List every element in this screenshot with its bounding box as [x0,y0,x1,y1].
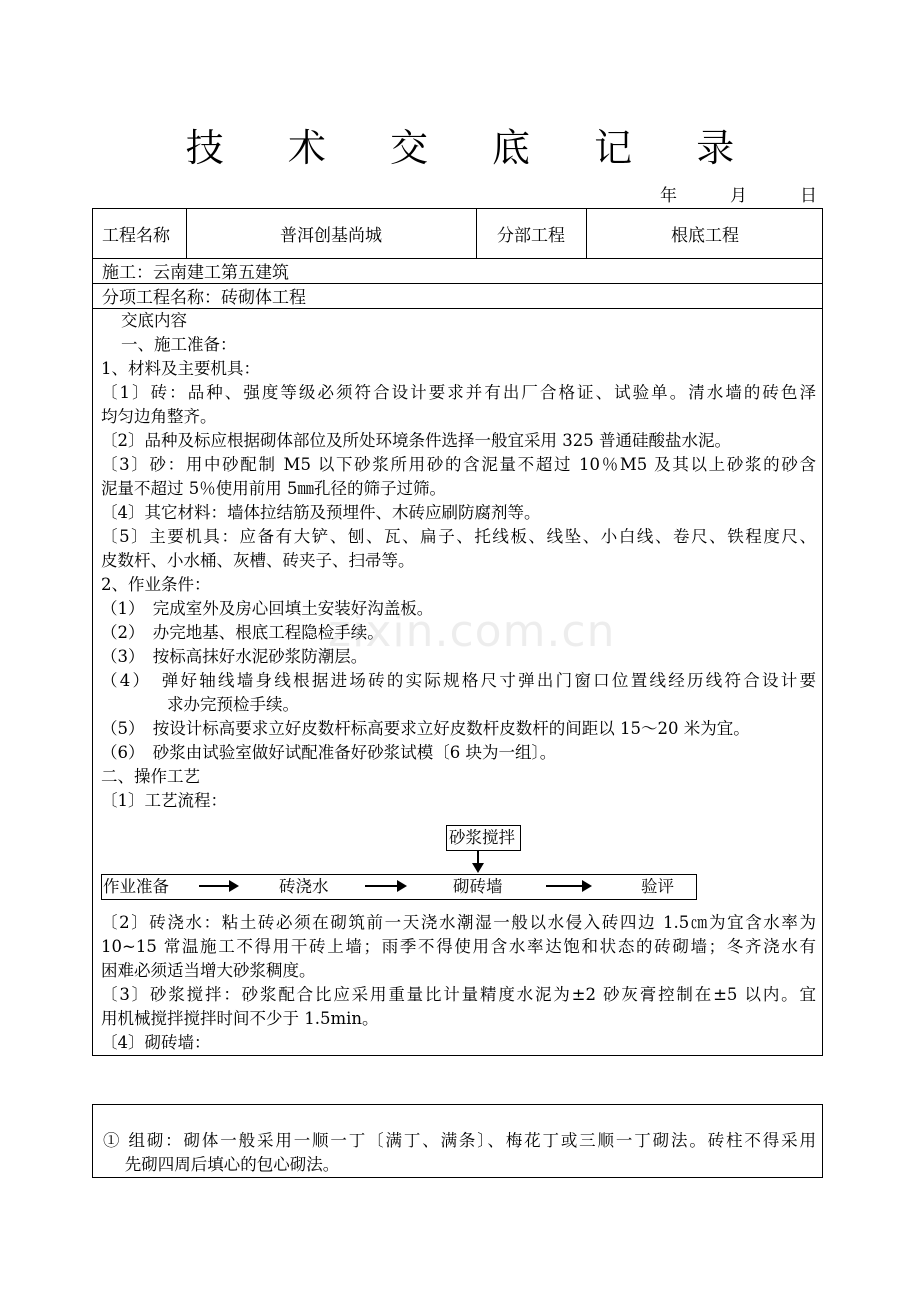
content-line: 先砌四周后填心的包心砌法。 [103,1155,340,1174]
flow-top-step-box [446,825,521,851]
continuation-box [92,1104,823,1178]
document-title: 技 术 交 底 记 录 [185,126,761,170]
content-line: 〔5〕主要机具：应备有大铲、刨、瓦、扁子、托线板、线坠、小白线、卷尺、铁程度尺、 [101,527,816,546]
item-name-row [93,283,822,309]
content-line: （6） 砂浆由试验室做好试配准备好砂浆试模〔6 块为一组〕。 [101,743,557,762]
content-line: 〔3〕砂：用中砂配制 M5 以下砂浆所用砂的含泥量不超过 10％M5 及其以上砂浆的砂含 [101,455,816,474]
content-line: 皮数杆、小水桶、灰槽、砖夹子、扫帚等。 [101,551,415,570]
header-row [93,209,822,259]
content-line: 1、材料及主要机具： [101,359,260,378]
flow-arrow-1 [199,885,231,887]
content-line: 〔1〕工艺流程： [101,791,227,810]
content-line: （1） 完成室外及房心回填土安装好沟盖板。 [101,599,434,618]
flow-down-arrow [477,851,479,865]
flow-step-3: 砌砖墙 [453,877,503,896]
flow-arrow-2 [365,885,399,887]
watermark: zixin.com.cn [328,606,616,657]
flow-step-2: 砖浇水 [279,877,329,896]
content-line: 困难必须适当增大砂浆稠度。 [101,961,316,980]
content-line: 交底内容 [121,311,187,330]
content-line: 求办完预检手续。 [101,695,299,714]
content-line: 〔2〕砖浇水：粘土砖必须在砌筑前一天浇水潮湿一般以水侵入砖四边 1.5㎝为宜含水率为 [101,913,816,932]
content-line: 二、操作工艺 [101,767,200,786]
construction-unit: 施工：云南建工第五建筑 [102,263,289,283]
content-line: 〔4〕其它材料：墙体拉结筋及预埋件、木砖应刷防腐剂等。 [101,503,541,522]
content-line: 〔2〕品种及标应根据砌体部位及所处环境条件选择一般宜采用 325 普通硅酸盐水泥。 [101,431,731,450]
flow-top-step-label: 砂浆搅拌 [449,828,515,847]
content-line: （3） 按标高抹好水泥砂浆防潮层。 [101,647,368,666]
flow-arrow-3 [546,885,584,887]
content-line: 均匀边角整齐。 [101,407,217,426]
sub-project-label: 分部工程 [497,226,565,246]
project-name-label: 工程名称 [102,226,170,246]
content-line: 〔1〕砖：品种、强度等级必须符合设计要求并有出厂合格证、试验单。清水墙的砖色泽 [101,383,816,402]
sub-project-value: 根底工程 [671,226,739,246]
date-day: 日 [800,186,817,206]
content-line: （4） 弹好轴线墙身线根据进场砖的实际规格尺寸弹出门窗口位置线经历线符合设计要 [101,671,816,690]
content-line: 〔4〕砌砖墙： [101,1033,211,1052]
content-line: （5） 按设计标高要求立好皮数杆标高要求立好皮数杆皮数杆的间距以 15～20 米为宜。 [101,719,750,738]
content-line: 〔3〕砂浆搅拌：砂浆配合比应采用重量比计量精度水泥为±2 砂灰膏控制在±5 以内。宜 [101,985,816,1004]
content-line: 一、施工准备： [121,335,237,354]
content-line: 10~15 常温施工不得用干砖上墙；雨季不得使用含水率达饱和状态的砖砌墙；冬齐浇水有 [101,937,816,956]
flow-step-1: 作业准备 [103,877,169,896]
content-line: ① 组砌：砌体一般采用一顺一丁〔满丁、满条〕、梅花丁或三顺一丁砌法。砖柱不得采用 [103,1131,816,1150]
content-line: 泥量不超过 5％使用前用 5㎜孔径的筛子过筛。 [101,479,446,498]
content-line: （2） 办完地基、根底工程隐检手续。 [101,623,384,642]
content-line: 用机械搅拌搅拌时间不少于 1.5min。 [101,1009,379,1028]
construction-row [93,258,822,284]
item-name: 分项工程名称：砖砌体工程 [102,288,306,308]
date-month: 月 [730,186,747,206]
project-name-value: 普洱创基尚城 [280,226,382,246]
content-line: 2、作业条件： [101,575,211,594]
date-year: 年 [660,186,677,206]
flow-step-4: 验评 [641,877,674,896]
